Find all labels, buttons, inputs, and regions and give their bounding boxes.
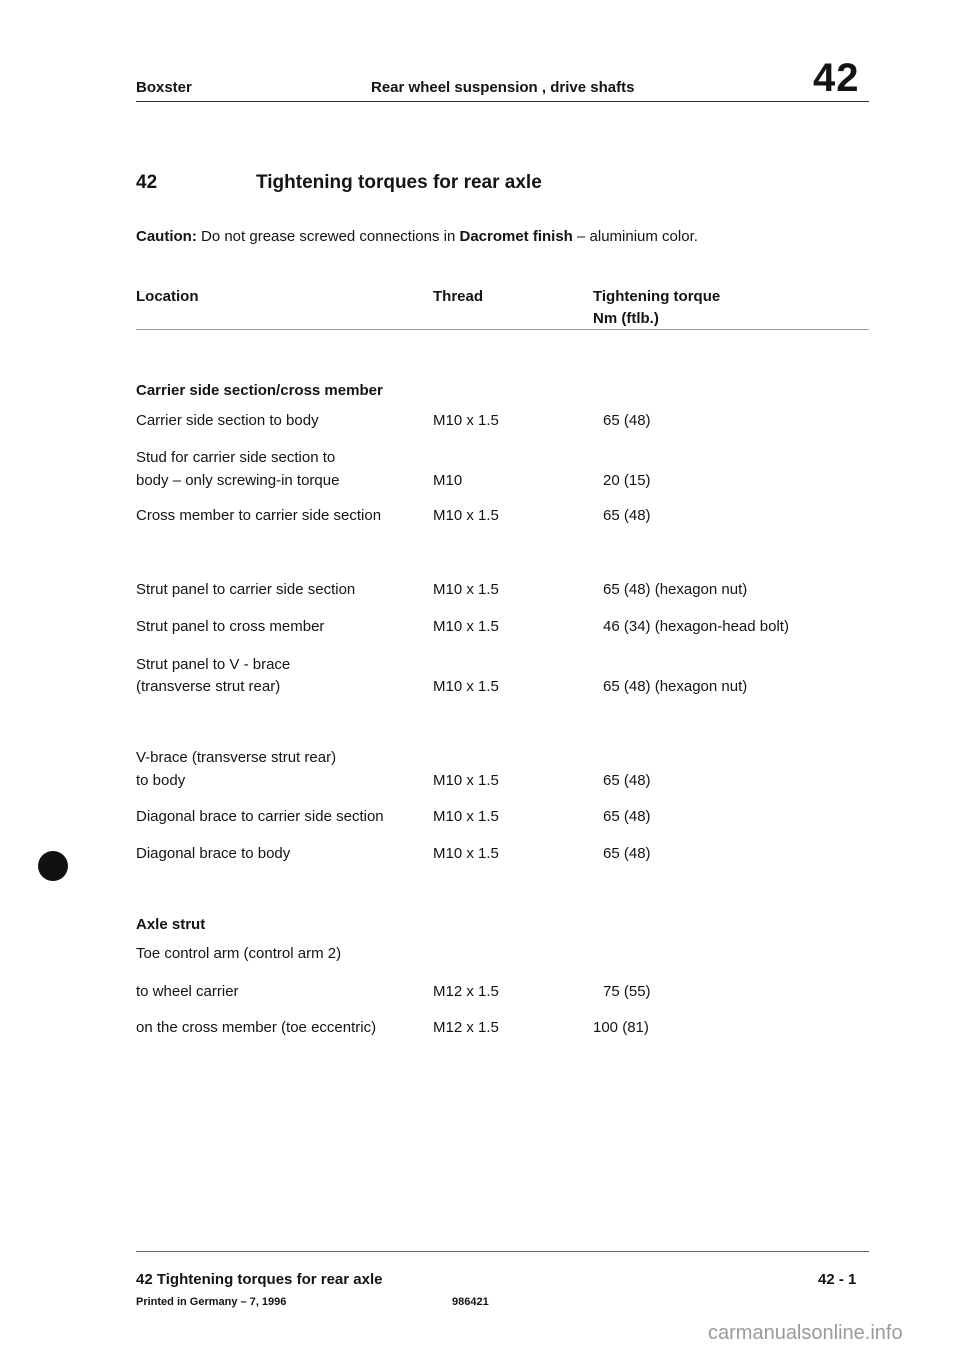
table-row-thread: M10 [433, 472, 463, 489]
table-row-thread: M10 x 1.5 [433, 678, 499, 695]
table-row-torque: 20 (15) [603, 472, 651, 489]
table-row-thread: M10 x 1.5 [433, 845, 499, 862]
table-row-location-line2: (transverse strut rear) [136, 678, 281, 695]
table-row-thread: M12 x 1.5 [433, 983, 499, 1000]
table-row-torque: 100 (81) [593, 1019, 649, 1036]
header-chapter-number: 42 [813, 56, 860, 100]
caution-text-pre: Do not grease screwed connections in [201, 228, 456, 245]
table-row-location-line2: to body [136, 772, 186, 789]
table-row-thread: M10 x 1.5 [433, 808, 499, 825]
table-row-location: Diagonal brace to carrier side section [136, 808, 384, 825]
table-row-location: Diagonal brace to body [136, 845, 291, 862]
table-row-torque: 65 (48) [603, 507, 651, 524]
table-row-torque: 65 (48) [603, 845, 651, 862]
caution-emphasis: Dacromet finish [459, 228, 573, 245]
table-row-thread: M10 x 1.5 [433, 772, 499, 789]
table-row-torque: 65 (48) [603, 808, 651, 825]
table-row-torque: 46 (34) (hexagon-head bolt) [603, 618, 789, 635]
table-row-thread: M10 x 1.5 [433, 618, 499, 635]
table-row-location: Cross member to carrier side section [136, 507, 382, 524]
footer-printed: Printed in Germany – 7, 1996 [136, 1296, 287, 1308]
table-row-torque: 75 (55) [603, 983, 651, 1000]
header-section: Rear wheel suspension , drive shafts [371, 79, 635, 96]
footer-rule [136, 1251, 869, 1252]
table-row-thread: M10 x 1.5 [433, 412, 499, 429]
footer-page-number: 42 - 1 [818, 1271, 857, 1288]
footer-code: 986421 [452, 1296, 489, 1308]
column-header-location: Location [136, 288, 199, 305]
table-row-location: Stud for carrier side section to [136, 449, 336, 466]
table-row-location: Strut panel to cross member [136, 618, 325, 635]
watermark-text: carmanualsonline.info [708, 1322, 903, 1344]
section-heading-carrier: Carrier side section/cross member [136, 382, 383, 399]
table-row-location: V-brace (transverse strut rear) [136, 749, 337, 766]
table-row-torque: 65 (48) [603, 412, 651, 429]
table-row-location: Strut panel to V - brace [136, 656, 291, 673]
column-header-thread: Thread [433, 288, 484, 305]
caution-text-post: – aluminium color. [577, 228, 698, 245]
header-model: Boxster [136, 79, 192, 96]
title-number: 42 [136, 172, 158, 193]
table-row-torque: 65 (48) (hexagon nut) [603, 581, 748, 598]
table-row-torque: 65 (48) (hexagon nut) [603, 678, 748, 695]
page-title: Tightening torques for rear axle [256, 172, 542, 193]
section-heading-axle-strut: Axle strut [136, 916, 206, 933]
table-row-location: on the cross member (toe eccentric) [136, 1019, 377, 1036]
table-row-torque: 65 (48) [603, 772, 651, 789]
footer-title: 42 Tightening torques for rear axle [136, 1271, 383, 1288]
table-row-location: Carrier side section to body [136, 412, 319, 429]
table-row-thread: M10 x 1.5 [433, 507, 499, 524]
table-row-location: to wheel carrier [136, 983, 239, 1000]
header-rule [136, 101, 869, 102]
section-subheading-toe-control-arm: Toe control arm (control arm 2) [136, 945, 342, 962]
column-header-torque-unit: Nm (ftlb.) [593, 310, 659, 327]
binder-hole-dot [38, 851, 68, 881]
table-row-location: Strut panel to carrier side section [136, 581, 356, 598]
table-row-location-line2: body – only screwing-in torque [136, 472, 340, 489]
table-row-thread: M10 x 1.5 [433, 581, 499, 598]
column-header-torque: Tightening torque [593, 288, 721, 305]
table-row-thread: M12 x 1.5 [433, 1019, 499, 1036]
column-header-rule [136, 329, 869, 330]
caution-label: Caution: [136, 228, 197, 245]
caution-note [136, 228, 698, 245]
